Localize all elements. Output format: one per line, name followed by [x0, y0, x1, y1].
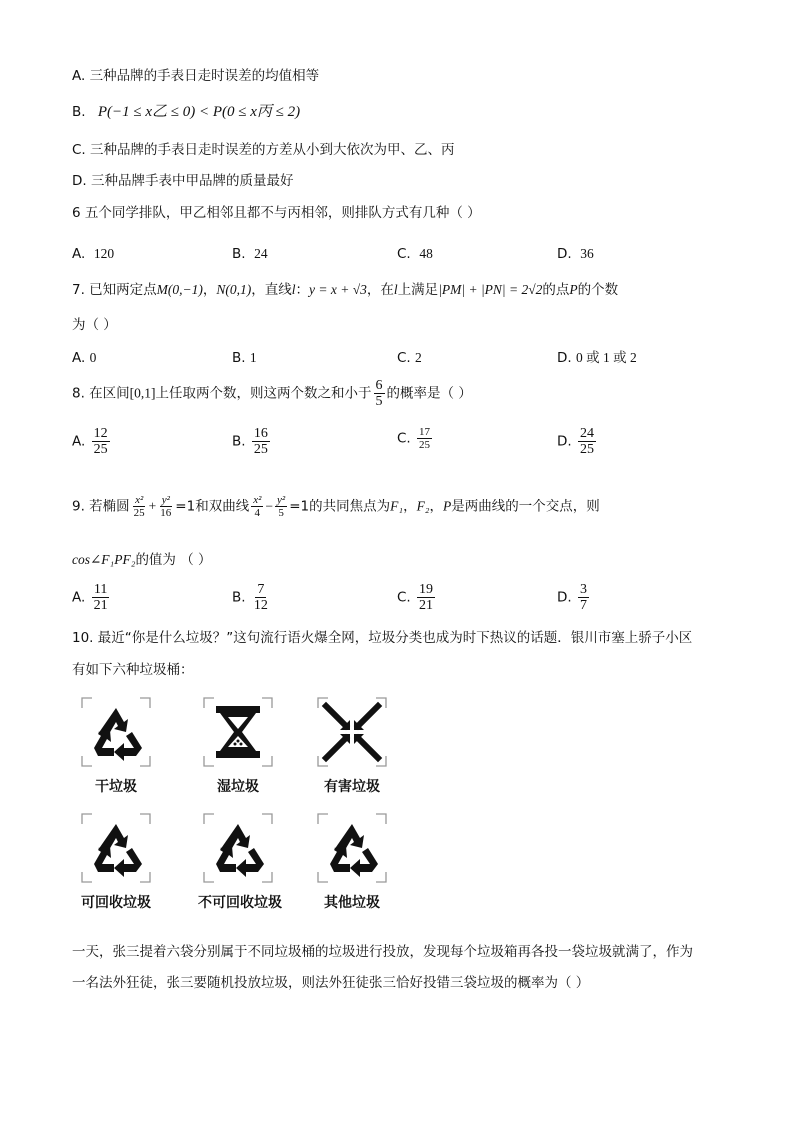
bin-hazardous — [312, 696, 392, 796]
q8-option-a: A. $\frac{12}{25}$ — [72, 426, 108, 457]
bin-recyclable-label: 可回收垃圾 — [81, 895, 151, 911]
bin-wet — [198, 696, 278, 796]
q7-stem: 7. 已知两定点M(0,−1)，N(0,1)，直线l：y = x + √3，在l上满足|PM| + |PN| = 2√2的点P的个数 — [72, 282, 619, 298]
q10-paragraph-line2: 一名法外狂徒，张三要随机投放垃圾，则法外狂徒张三恰好投错三袋垃圾的概率为（ ） — [72, 975, 590, 991]
bin-non-recyclable — [198, 812, 282, 912]
q6-stem: 6 五个同学排队，甲乙相邻且都不与丙相邻，则排队方式有几种（ ） — [72, 205, 481, 221]
q9-option-a: A. $\frac{11}{21}$ — [72, 582, 108, 613]
q9-option-b: B. $\frac{7}{12}$ — [232, 582, 268, 613]
recycle-icon — [80, 812, 152, 884]
q10-stem-line2: 有如下六种垃圾桶： — [72, 662, 194, 678]
bin-dry-label: 干垃圾 — [95, 779, 137, 795]
q5-option-c: C. 三种品牌的手表日走时误差的方差从小到大依次为甲、乙、丙 — [72, 142, 455, 158]
q6-option-d: D. 36 — [557, 246, 594, 262]
garbage-bins-figure — [76, 690, 406, 930]
bin-hazardous-label: 有害垃圾 — [324, 779, 380, 795]
q10-stem-line1: 10. 最近“你是什么垃圾？”这句流行语火爆全网，垃圾分类也成为时下热议的话题．银川市塞上骄子小区 — [72, 630, 693, 646]
q5-option-b-label: B. — [72, 104, 86, 120]
q8-option-d: D. $\frac{24}{25}$ — [557, 426, 594, 457]
q5-option-b-expr: P(−1 ≤ x乙 ≤ 0) < P(0 ≤ x丙 ≤ 2) — [97, 104, 301, 120]
q8-stem-fraction: $\frac{6}{5}$ — [375, 378, 383, 409]
bin-wet-label: 湿垃圾 — [217, 779, 259, 795]
q10-paragraph-line1: 一天，张三提着六袋分别属于不同垃圾桶的垃圾进行投放，发现每个垃圾箱再各投一袋垃圾就满了，作为 — [72, 944, 693, 960]
hourglass-icon — [202, 696, 274, 768]
q9-option-c: C. $\frac{19}{21}$ — [397, 582, 434, 613]
q7-option-b: B. 1 — [232, 350, 257, 366]
q9-stem: 9. 若椭圆 $\frac{\text{x²}}{25}$ + $\frac{\text{y²}}{16}$ =1和双曲线 $\frac{\text{x²}}{4}$ − $\frac{\text{y²}}{5}$ =1的共同焦点为F₁，F₂，P是两曲线的一个交点，则 — [72, 494, 600, 519]
q5-option-a: A. 三种品牌的手表日走时误差的均值相等 — [72, 68, 320, 84]
q5-option-d: D. 三种品牌手表中甲品牌的质量最好 — [72, 173, 294, 189]
q7-stem-line2: 为（ ） — [72, 317, 117, 333]
q9-option-d: D. $\frac{3}{7}$ — [557, 582, 587, 613]
hazard-arrows-icon — [316, 696, 388, 768]
recycle-icon — [316, 812, 388, 884]
bin-recyclable — [76, 812, 156, 912]
q7-option-d: D. 0 或 1 或 2 — [557, 350, 637, 366]
bin-non-recyclable-label: 不可回收垃圾 — [198, 895, 282, 911]
q9-stem-line2: cos∠F₁PF₂的值为 （ ） — [72, 552, 212, 568]
q7-option-c: C. 2 — [397, 350, 422, 366]
q8-option-c: C. $\frac{17}{25}$ — [397, 426, 431, 451]
q6-option-a: A. 120 — [72, 246, 115, 262]
bin-other — [312, 812, 392, 912]
recycle-icon — [202, 812, 274, 884]
q7-option-a: A. 0 — [72, 350, 97, 366]
bin-other-label: 其他垃圾 — [324, 895, 380, 911]
bin-dry — [76, 696, 156, 796]
q5-option-b — [72, 102, 734, 122]
q8-stem: 8. 在区间[0,1]上任取两个数，则这两个数之和小于 $\frac{6}{5}$ 的概率是（ ） — [72, 378, 472, 409]
q8-option-b: B. $\frac{16}{25}$ — [232, 426, 268, 457]
q6-option-c: C. 48 — [397, 246, 433, 262]
recycle-icon — [80, 696, 152, 768]
q6-option-b: B. 24 — [232, 246, 268, 262]
